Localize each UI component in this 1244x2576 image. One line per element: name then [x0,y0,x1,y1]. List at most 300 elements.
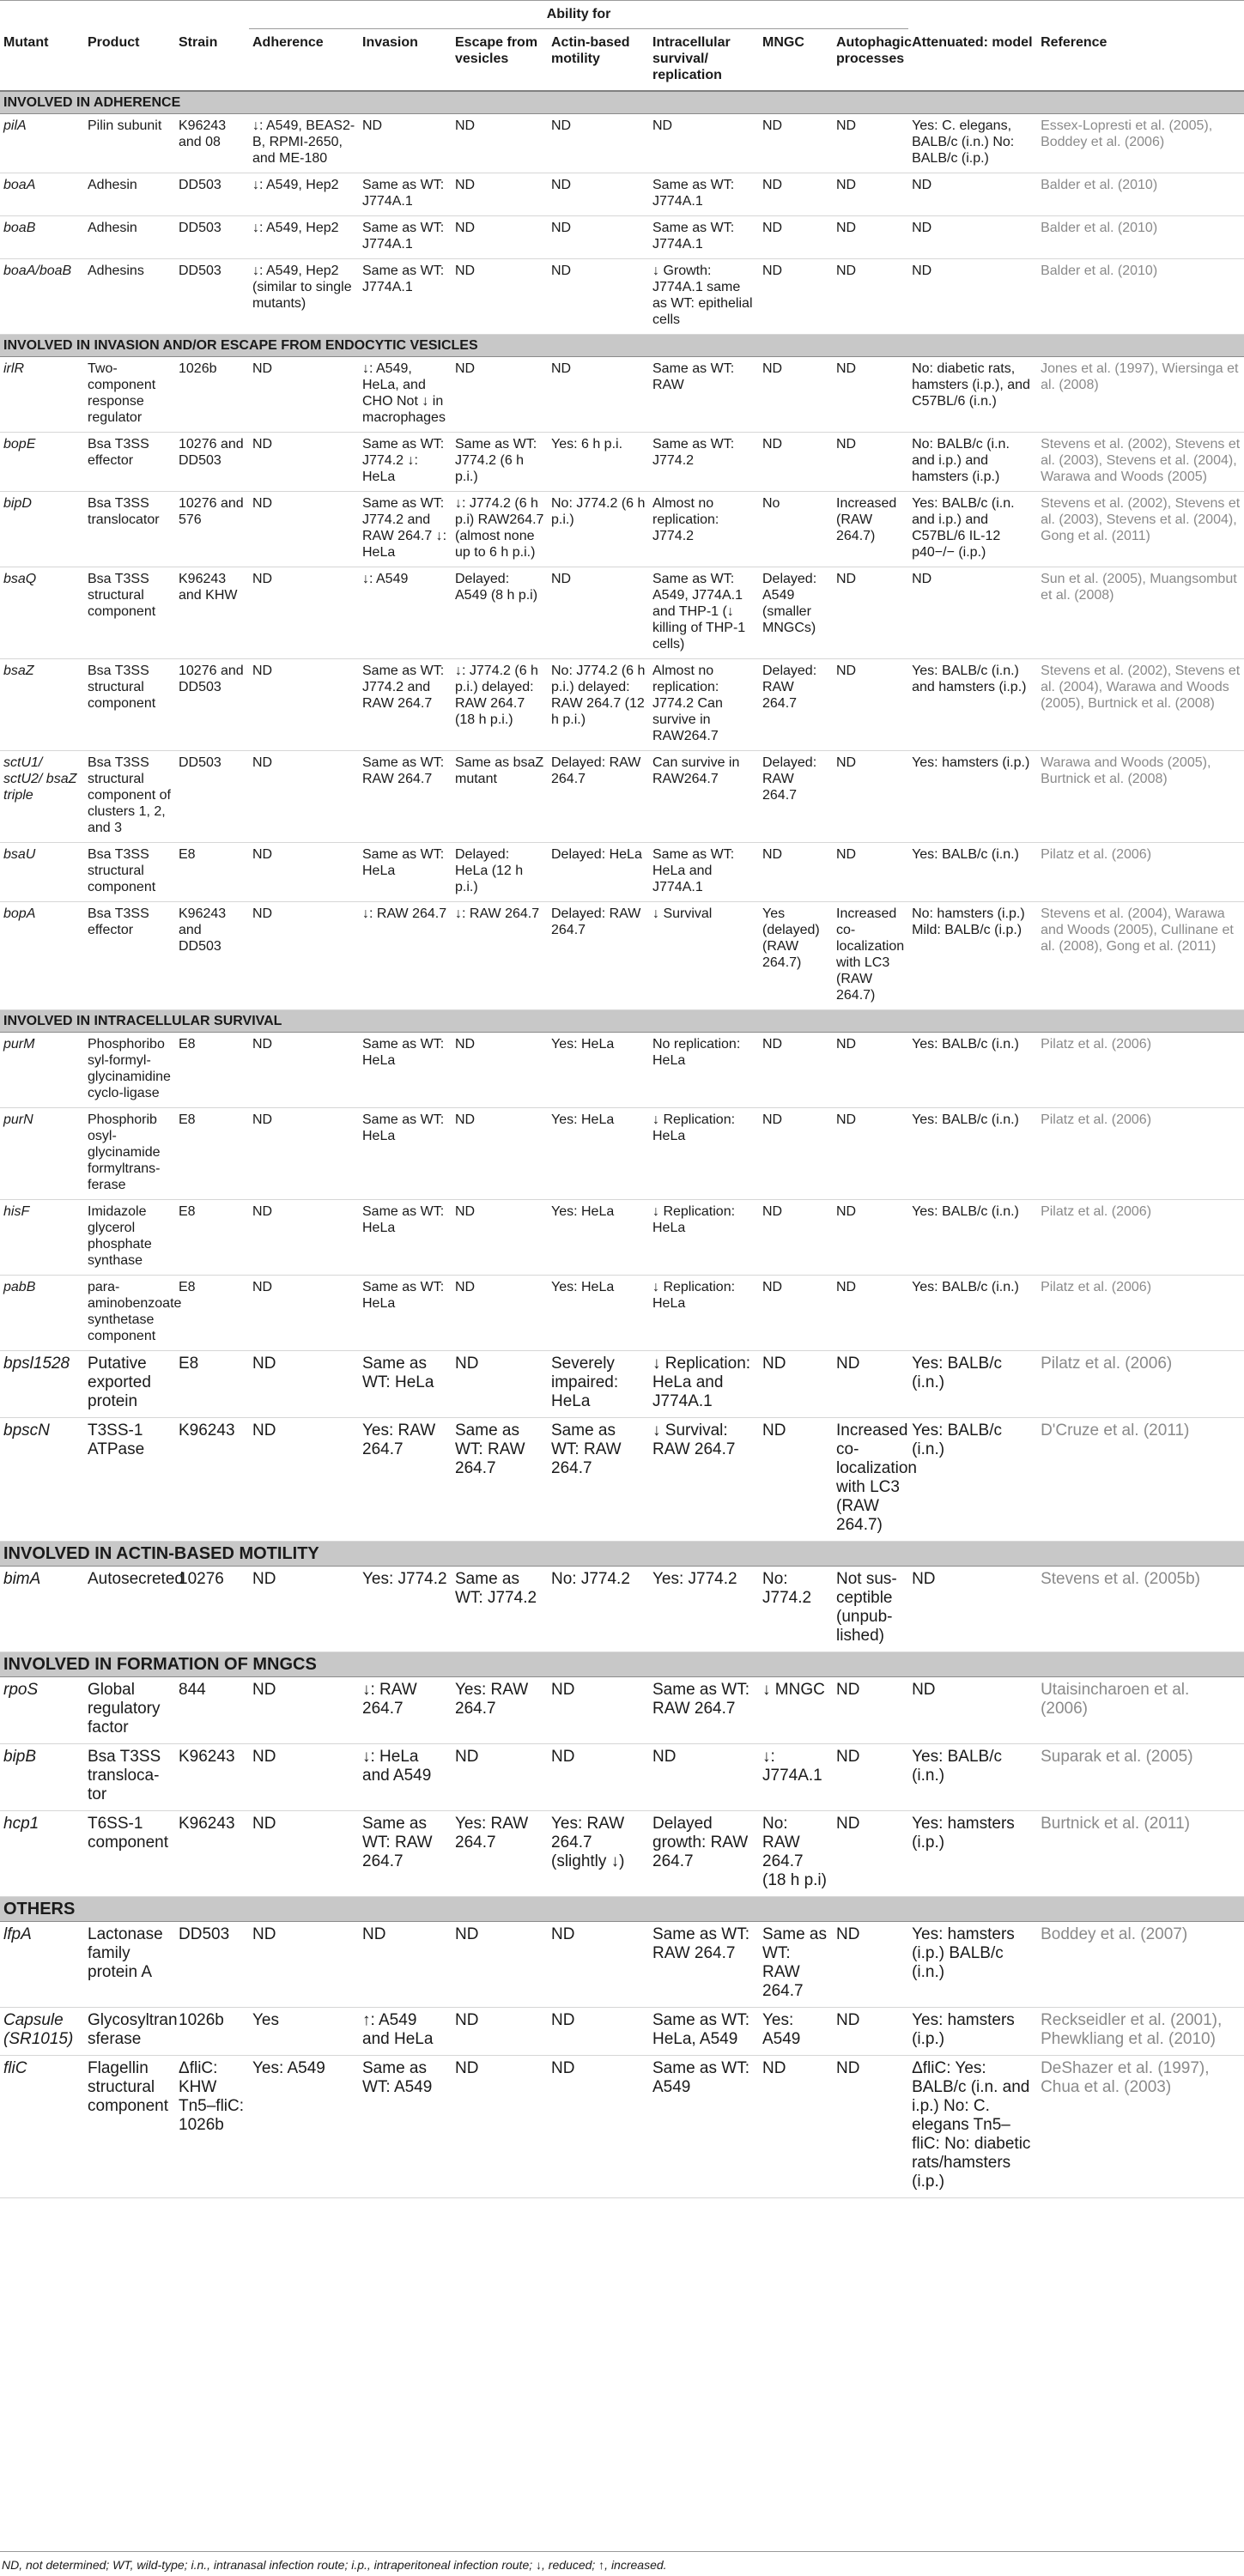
table-cell: Suparak et al. (2005) [1037,1744,1244,1811]
table-cell: Delayed: RAW 264.7 [759,659,833,751]
table-cell: K96243 [175,1744,249,1811]
table-cell: sctU1/ sctU2/ bsaZ triple [0,751,84,843]
table-cell: Adhesin [84,173,175,216]
table-cell: Yes: BALB/c (i.n.) and hamsters (i.p.) [908,659,1037,751]
table-cell: Yes: J774.2 [649,1567,759,1652]
table-cell: bsaU [0,843,84,902]
table-cell: ND [833,1744,908,1811]
table-footnote: ND, not determined; WT, wild-type; i.n., intranasal infection route; i.p., intraperitoneal infection route; ↓, reduced; ↑, increased. [0,2551,1244,2573]
table-cell: Delayed: RAW 264.7 [759,751,833,843]
table-cell: ↓: A549, Hep2 [249,173,359,216]
table-cell: ↓: A549, Hep2 [249,216,359,259]
table-cell: Bsa T3SS transloca-tor [84,1744,175,1811]
table-cell: ↓: A549, HeLa, and CHO Not ↓ in macrophages [359,357,452,433]
table-cell: Same as WT: J774A.1 [649,216,759,259]
table-cell: ↓ Survival: RAW 264.7 [649,1418,759,1542]
table-cell: ND [908,173,1037,216]
table-cell: Yes: 6 h p.i. [548,433,649,492]
table-cell: ND [249,1108,359,1200]
table-cell: ↓ Replication: HeLa [649,1276,759,1351]
table-cell: bipD [0,492,84,567]
table-cell: Adhesins [84,259,175,335]
table-cell: Yes: hamsters (i.p.) [908,751,1037,843]
table-cell: E8 [175,1200,249,1276]
table-cell: ND [452,173,548,216]
table-cell: Stevens et al. (2004), Warawa and Woods (2005), Cullinane et al. (2008), Gong et al. (2011) [1037,902,1244,1010]
section-title: INVOLVED IN INVASION AND/OR ESCAPE FROM ENDOCYTIC VESICLES [0,335,1244,357]
column-header: Strain [175,29,249,92]
table-cell: ND [908,259,1037,335]
table-cell: Balder et al. (2010) [1037,173,1244,216]
table-cell: Yes: HeLa [548,1033,649,1108]
table-cell: Yes: C. elegans, BALB/c (i.n.) No: BALB/c (i.p.) [908,114,1037,173]
table-cell: bpscN [0,1418,84,1542]
table-cell: ND [833,259,908,335]
table-cell: Flagellin structural component [84,2056,175,2198]
table-cell: Yes [249,2008,359,2056]
table-cell: bsaQ [0,567,84,659]
table-cell: ND [833,567,908,659]
table-cell: DD503 [175,173,249,216]
table-cell: Bsa T3SS effector [84,433,175,492]
table-cell: ΔfliC: Yes: BALB/c (i.n. and i.p.) No: C. elegans Tn5–fliC: No: diabetic rats/hamsters (i.p.) [908,2056,1037,2198]
table-cell: ND [452,1108,548,1200]
table-cell: Severely impaired: HeLa [548,1351,649,1418]
table-cell: ↓ MNGC [759,1677,833,1744]
column-header: Escape from vesicles [452,29,548,92]
table-cell: ND [452,1744,548,1811]
table-cell: Same as WT: J774A.1 [359,173,452,216]
table-cell: ND [908,1677,1037,1744]
table-cell: ND [759,1033,833,1108]
table-cell: ND [908,216,1037,259]
table-cell: ↓ Replication: HeLa [649,1108,759,1200]
table-cell: Delayed: A549 (smaller MNGCs) [759,567,833,659]
table-row [0,1033,1244,1108]
table-cell: Yes: BALB/c (i.n.) [908,1033,1037,1108]
table-cell: ND [359,1922,452,2008]
table-cell: Bsa T3SS structural component of clusters 1, 2, and 3 [84,751,175,843]
table-cell: bsaZ [0,659,84,751]
table-cell: Reckseidler et al. (2001), Phewkliang et al. (2010) [1037,2008,1244,2056]
column-header: Adherence [249,29,359,92]
table-cell: ↓: J774.2 (6 h p.i.) delayed: RAW 264.7 (18 h p.i.) [452,659,548,751]
table-cell: Delayed: HeLa (12 h p.i.) [452,843,548,902]
table-cell: Yes: HeLa [548,1276,649,1351]
section-header-row [0,1897,1244,1922]
section-header-row [0,91,1244,114]
table-cell: No [759,492,833,567]
table-cell: ↑: A549 and HeLa [359,2008,452,2056]
table-cell: Yes: RAW 264.7 [359,1418,452,1542]
table-cell: hisF [0,1200,84,1276]
table-cell: Yes: hamsters (i.p.) [908,1811,1037,1897]
table-cell: Same as WT: RAW 264.7 [452,1418,548,1542]
table-cell: Stevens et al. (2002), Stevens et al. (2004), Warawa and Woods (2005), Burtnick et al. (2008) [1037,659,1244,751]
table-cell: 1026b [175,357,249,433]
table-row [0,751,1244,843]
table-row [0,216,1244,259]
column-header: Attenuated: model [908,29,1037,92]
table-cell: Yes: hamsters (i.p.) [908,2008,1037,2056]
table-cell: ND [759,259,833,335]
table-cell: ND [548,114,649,173]
table-cell: ↓: J774A.1 [759,1744,833,1811]
table-cell: Delayed: RAW 264.7 [548,751,649,843]
table-cell: pabB [0,1276,84,1351]
table-cell: Same as WT: RAW 264.7 [548,1418,649,1542]
table-row [0,1418,1244,1542]
table-cell: No: hamsters (i.p.) Mild: BALB/c (i.p.) [908,902,1037,1010]
table-cell: ND [759,216,833,259]
table-cell: ND [833,216,908,259]
table-row [0,259,1244,335]
table-cell: Same as WT: RAW 264.7 [359,1811,452,1897]
table-cell: ND [452,2056,548,2198]
table-cell: ND [548,1744,649,1811]
column-header: Intracellular survival/ replication [649,29,759,92]
table-cell: Imidazole glycerol phosphate synthase [84,1200,175,1276]
table-row [0,1276,1244,1351]
table-cell: Boddey et al. (2007) [1037,1922,1244,2008]
table-cell: Yes: RAW 264.7 [452,1811,548,1897]
table-cell: Yes: BALB/c (i.n.) [908,1200,1037,1276]
table-cell: Yes: RAW 264.7 (slightly ↓) [548,1811,649,1897]
table-row [0,843,1244,902]
table-cell: Adhesin [84,216,175,259]
table-cell: ND [548,1922,649,2008]
table-cell: lfpA [0,1922,84,2008]
table-cell: DD503 [175,751,249,843]
table-cell: ND [548,357,649,433]
table-cell: rpoS [0,1677,84,1744]
table-row [0,1108,1244,1200]
table-cell: ND [833,751,908,843]
table-cell: boaB [0,216,84,259]
table-cell: ND [908,1567,1037,1652]
table-cell: No replication: HeLa [649,1033,759,1108]
table-cell: Same as WT: RAW 264.7 [649,1922,759,2008]
table-cell: ND [452,259,548,335]
table-cell: bopE [0,433,84,492]
table-cell: Two-component response regulator [84,357,175,433]
table-cell: ND [833,1677,908,1744]
table-cell: bipB [0,1744,84,1811]
table-cell: K96243 and KHW [175,567,249,659]
table-cell: Delayed: A549 (8 h p.i) [452,567,548,659]
table-cell: ND [759,433,833,492]
table-cell: ND [833,1033,908,1108]
table-cell: Same as WT: RAW 264.7 [359,751,452,843]
table-cell: No: RAW 264.7 (18 h p.i) [759,1811,833,1897]
table-cell: ND [249,1276,359,1351]
table-body [0,91,1244,2198]
table-cell: Delayed: HeLa [548,843,649,902]
table-cell: Same as WT: A549 [359,2056,452,2198]
table-cell: ND [833,173,908,216]
table-cell: ND [759,1418,833,1542]
table-cell: bimA [0,1567,84,1652]
column-header: Autophagic processes [833,29,908,92]
table-cell: ND [452,216,548,259]
table-cell: ND [833,1351,908,1418]
table-cell: ND [759,357,833,433]
table-cell: ↓: RAW 264.7 [359,1677,452,1744]
table-cell: Same as WT: HeLa [359,1276,452,1351]
table-cell: Pilatz et al. (2006) [1037,843,1244,902]
table-row [0,1922,1244,2008]
table-cell: Same as WT: RAW [649,357,759,433]
table-cell: Stevens et al. (2005b) [1037,1567,1244,1652]
table-cell: Jones et al. (1997), Wiersinga et al. (2008) [1037,357,1244,433]
table-cell: Same as WT: A549, J774A.1 and THP-1 (↓ killing of THP-1 cells) [649,567,759,659]
table-cell: 10276 and DD503 [175,433,249,492]
table-cell: Almost no replication: J774.2 [649,492,759,567]
section-title: INVOLVED IN ACTIN-BASED MOTILITY [0,1542,1244,1567]
table-cell: ND [759,2056,833,2198]
table-cell: ND [452,357,548,433]
column-header: MNGC [759,29,833,92]
table-cell: Same as WT: HeLa [359,1033,452,1108]
table-cell: Warawa and Woods (2005), Burtnick et al. (2008) [1037,751,1244,843]
table-cell: Yes: BALB/c (i.n.) [908,843,1037,902]
table-cell: Bsa T3SS structural component [84,843,175,902]
table-cell: ND [548,216,649,259]
table-cell: Bsa T3SS translocator [84,492,175,567]
table-cell: ND [548,2008,649,2056]
table-row [0,492,1244,567]
table-cell: Yes: BALB/c (i.n.) [908,1351,1037,1418]
table-cell: Yes: hamsters (i.p.) BALB/c (i.n.) [908,1922,1037,2008]
table-cell: Yes: J774.2 [359,1567,452,1652]
table-cell: Not sus-ceptible (unpub-lished) [833,1567,908,1652]
table-cell: Utaisincharoen et al. (2006) [1037,1677,1244,1744]
table-cell: ↓: RAW 264.7 [359,902,452,1010]
section-header-row [0,1542,1244,1567]
table-cell: 1026b [175,2008,249,2056]
table-cell: ↓: J774.2 (6 h p.i) RAW264.7 (almost none up to 6 h p.i.) [452,492,548,567]
table-cell: ND [833,1811,908,1897]
table-cell: Same as WT: A549 [649,2056,759,2198]
table-cell: ND [452,1922,548,2008]
table-cell: K96243 and 08 [175,114,249,173]
table-cell: Balder et al. (2010) [1037,259,1244,335]
table-row [0,114,1244,173]
table-cell: Same as WT: HeLa [359,1351,452,1418]
table-row [0,659,1244,751]
table-cell: Can survive in RAW264.7 [649,751,759,843]
table-cell: 10276 [175,1567,249,1652]
table-cell: ND [833,357,908,433]
table-cell: Same as WT: J774.2 (6 h p.i.) [452,433,548,492]
table-cell: Yes (delayed) (RAW 264.7) [759,902,833,1010]
table-cell: Same as WT: HeLa [359,1108,452,1200]
table-cell: ND [649,1744,759,1811]
table-cell: ND [249,1200,359,1276]
column-header: Product [84,29,175,92]
table-cell: Same as WT: HeLa [359,843,452,902]
table-cell: ND [452,1200,548,1276]
table-cell: Yes: A549 [759,2008,833,2056]
table-cell: Stevens et al. (2002), Stevens et al. (2003), Stevens et al. (2004), Gong et al. (2011) [1037,492,1244,567]
table-cell: Almost no replication: J774.2 Can survive in RAW264.7 [649,659,759,751]
table-cell: Yes: BALB/c (i.n.) [908,1418,1037,1542]
table-cell: Phosphorib osyl-glycinamide formyltrans-ferase [84,1108,175,1200]
table-cell: ND [249,751,359,843]
table-cell: ND [249,1744,359,1811]
table-cell: Delayed: RAW 264.7 [548,902,649,1010]
header-spacer-left [0,1,249,29]
table-cell: E8 [175,1351,249,1418]
table-cell: T6SS-1 component [84,1811,175,1897]
table-cell: ND [249,1033,359,1108]
table-cell: ND [759,1351,833,1418]
table-cell: Same as WT: J774.2 [452,1567,548,1652]
table-cell: Same as WT: HeLa [359,1200,452,1276]
table-cell: Same as WT: RAW 264.7 [649,1677,759,1744]
table-cell: DeShazer et al. (1997), Chua et al. (2003) [1037,2056,1244,2198]
table-cell: ND [833,1108,908,1200]
table-row [0,1567,1244,1652]
table-cell: Pilatz et al. (2006) [1037,1108,1244,1200]
table-cell: purM [0,1033,84,1108]
table-cell: ND [759,114,833,173]
table-cell: boaA/boaB [0,259,84,335]
table-cell: ND [833,2008,908,2056]
table-cell: ND [249,1351,359,1418]
table-cell: ND [548,173,649,216]
table-row [0,902,1244,1010]
table-cell: Same as WT: J774.2 and RAW 264.7 ↓: HeLa [359,492,452,567]
table-cell: ND [833,843,908,902]
table-cell: No: BALB/c (i.n. and i.p.) and hamsters (i.p.) [908,433,1037,492]
table-cell: Balder et al. (2010) [1037,216,1244,259]
table-cell: ND [452,114,548,173]
table-cell: ND [833,2056,908,2198]
table-cell: Yes: BALB/c (i.n.) [908,1744,1037,1811]
table-cell: Glycosyltran sferase [84,2008,175,2056]
table-cell: ND [452,1033,548,1108]
section-title: INVOLVED IN ADHERENCE [0,91,1244,114]
table-cell: ND [759,1200,833,1276]
table-cell: Putative exported protein [84,1351,175,1418]
table-cell: ND [249,843,359,902]
table-cell: Bsa T3SS structural component [84,659,175,751]
table-row [0,2008,1244,2056]
table-cell: Pilin subunit [84,114,175,173]
table-row [0,567,1244,659]
table-cell: Yes: BALB/c (i.n.) [908,1108,1037,1200]
table-cell: ΔfliC: KHW Tn5–fliC: 1026b [175,2056,249,2198]
table-cell: ↓ Growth: J774A.1 same as WT: epithelial cells [649,259,759,335]
section-header-row [0,1652,1244,1677]
table-row [0,1744,1244,1811]
table-cell: T3SS-1 ATPase [84,1418,175,1542]
table-cell: ND [452,1351,548,1418]
table-row [0,357,1244,433]
table-cell: para-aminobenzoate synthetase component [84,1276,175,1351]
table-cell: ND [833,1276,908,1351]
section-title: INVOLVED IN INTRACELLULAR SURVIVAL [0,1010,1244,1033]
table-cell: Same as WT: RAW 264.7 [759,1922,833,2008]
table-cell: fliC [0,2056,84,2198]
table-cell: No: J774.2 (6 h p.i.) delayed: RAW 264.7 (12 h p.i.) [548,659,649,751]
table-row [0,433,1244,492]
table-cell: bpsl1528 [0,1351,84,1418]
table-cell: E8 [175,843,249,902]
section-header-row [0,335,1244,357]
table-cell: ND [833,114,908,173]
table-cell: ND [359,114,452,173]
table-cell: ND [249,659,359,751]
table-cell: ND [548,259,649,335]
table-cell: Yes: RAW 264.7 [452,1677,548,1744]
column-header: Invasion [359,29,452,92]
table-cell: Yes: BALB/c (i.n.) [908,1276,1037,1351]
column-header-row [0,29,1244,92]
table-cell: Pilatz et al. (2006) [1037,1200,1244,1276]
table-cell: ND [249,1922,359,2008]
table-row [0,1811,1244,1897]
section-title: OTHERS [0,1897,1244,1922]
table-cell: DD503 [175,216,249,259]
table-cell: Same as WT: J774A.1 [359,216,452,259]
table-cell: Sun et al. (2005), Muangsombut et al. (2008) [1037,567,1244,659]
section-title: INVOLVED IN FORMATION OF MNGCS [0,1652,1244,1677]
table-cell: ND [759,843,833,902]
table-cell: Global regulatory factor [84,1677,175,1744]
table-row [0,2056,1244,2198]
table-cell: ND [759,1276,833,1351]
column-header: Reference [1037,29,1244,92]
table-cell: Bsa T3SS structural component [84,567,175,659]
table-cell: Increased (RAW 264.7) [833,492,908,567]
table-cell: ↓ Replication: HeLa and J774A.1 [649,1351,759,1418]
table-cell: DD503 [175,1922,249,2008]
table-cell: ND [548,1677,649,1744]
table-cell: ND [649,114,759,173]
table-cell: boaA [0,173,84,216]
table-cell: ND [833,1922,908,2008]
table-cell: ↓: A549, BEAS2-B, RPMI-2650, and ME-180 [249,114,359,173]
table-cell: Pilatz et al. (2006) [1037,1351,1244,1418]
table-cell: ND [908,567,1037,659]
table-cell: ↓ Replication: HeLa [649,1200,759,1276]
table-cell: Yes: HeLa [548,1200,649,1276]
table-cell: ND [833,433,908,492]
table-cell: Essex-Lopresti et al. (2005), Boddey et al. (2006) [1037,114,1244,173]
table-row [0,1200,1244,1276]
table-cell: Delayed growth: RAW 264.7 [649,1811,759,1897]
table-cell: Lactonase family protein A [84,1922,175,2008]
table-cell: No: J774.2 [548,1567,649,1652]
table-cell: Yes: HeLa [548,1108,649,1200]
table-cell: ND [249,902,359,1010]
table-cell: Same as WT: J774A.1 [359,259,452,335]
table-cell: ↓ Survival [649,902,759,1010]
table-cell: ↓: A549 [359,567,452,659]
table-cell: ND [249,492,359,567]
column-header: Actin-based motility [548,29,649,92]
header-spacer-right [908,1,1244,29]
table-cell: Phosphoribo syl-formyl-glycinamidine cyclo-ligase [84,1033,175,1108]
table-cell: ↓: HeLa and A549 [359,1744,452,1811]
table-cell: ND [452,1276,548,1351]
table-cell: Same as WT: J774.2 and RAW 264.7 [359,659,452,751]
table-cell: No: J774.2 (6 h p.i.) [548,492,649,567]
table-cell: Same as WT: J774.2 [649,433,759,492]
table-cell: ND [759,1108,833,1200]
